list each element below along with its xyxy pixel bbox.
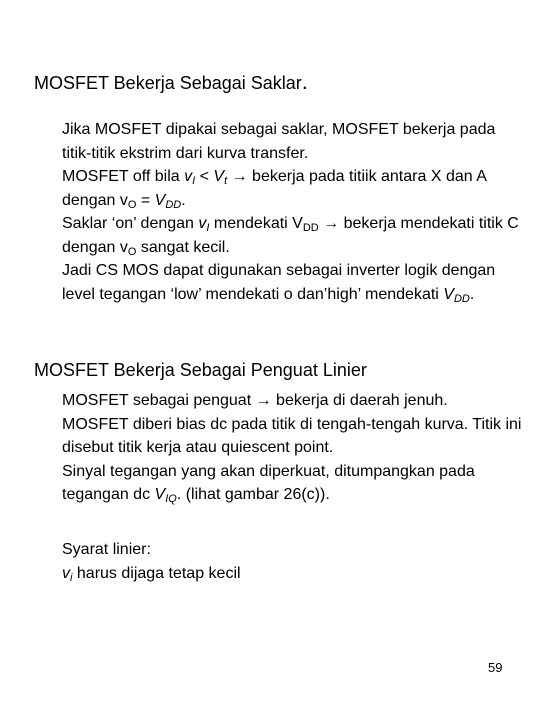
symbol-v: V (443, 285, 454, 303)
section-heading-penguat (34, 358, 367, 382)
symbol-v: V (154, 486, 166, 503)
text-run: → bekerja mendekati titik C dengan v (62, 215, 519, 256)
section-heading-saklar-text: MOSFET Bekerja Sebagai Saklar (34, 73, 302, 93)
text-run: harus dijaga tetap kecil (72, 564, 241, 582)
subscript: t (224, 175, 228, 187)
symbol-v: v (198, 215, 207, 232)
paragraph-saklar-intro: Jika MOSFET dipakai sebagai saklar, MOSFET bekerja pada titik-titik ekstrim dari kurva transfer. (62, 121, 496, 162)
subscript: O (127, 245, 137, 258)
section-heading-saklar-period: . (301, 69, 308, 94)
paragraph-syarat-linier: Syarat linier: (62, 541, 151, 558)
text-run: sangat kecil. (136, 238, 230, 256)
symbol-v: v (62, 564, 70, 582)
text-run: Sinyal tegangan yang akan diperkuat, ditumpangkan pada tegangan dc (62, 462, 475, 503)
text-run: MOSFET off bila (62, 168, 185, 185)
section-body-saklar (62, 118, 522, 306)
text-run: = (136, 191, 155, 209)
paragraph-sinyal-tegangan (62, 460, 522, 507)
subscript: i (70, 571, 73, 584)
paragraph-inverter-logik (62, 259, 522, 306)
symbol-v: v (184, 168, 193, 185)
text-run: mendekati V (209, 215, 303, 232)
subscript: IQ (165, 493, 177, 505)
subscript: DD (302, 222, 319, 234)
section-heading-saklar (34, 70, 308, 95)
paragraph-mosfet-off (62, 165, 522, 212)
subscript: I (206, 222, 210, 234)
paragraph-saklar-on (62, 212, 522, 259)
text-run: . (181, 191, 186, 209)
text-run: Saklar ‘on’ dengan (62, 215, 199, 232)
paragraph-penguat-jenuh: MOSFET sebagai penguat → bekerja di daerah jenuh. (62, 392, 448, 409)
section-body-syarat (62, 538, 522, 585)
subscript: I (192, 175, 196, 187)
text-run: . (lihat gambar 26(c)). (176, 486, 330, 503)
section-body-penguat (62, 389, 522, 507)
subscript: O (127, 198, 137, 211)
text-run: . (469, 285, 475, 303)
text-run: Jadi CS MOS dapat digunakan sebagai inverter logik dengan level tegangan ‘low’ mendekati o dan’high’ mendekati (62, 262, 496, 303)
paragraph-bias-dc: MOSFET diberi bias dc pada titik di tengah-tengah kurva. Titik ini disebut titik kerja atau quiescent point. (62, 415, 522, 456)
text-run: → bekerja pada titiik antara X dan A dengan v (62, 168, 486, 209)
symbol-v: V (154, 191, 166, 209)
page-number: 59 (488, 660, 503, 675)
section-heading-penguat-text: MOSFET Bekerja Sebagai Penguat Linier (34, 360, 367, 380)
paragraph-vi-kecil (62, 562, 522, 586)
subscript: DD (453, 292, 470, 305)
symbol-v: V (213, 168, 225, 185)
subscript: DD (165, 198, 182, 211)
text-run: < (195, 168, 214, 185)
